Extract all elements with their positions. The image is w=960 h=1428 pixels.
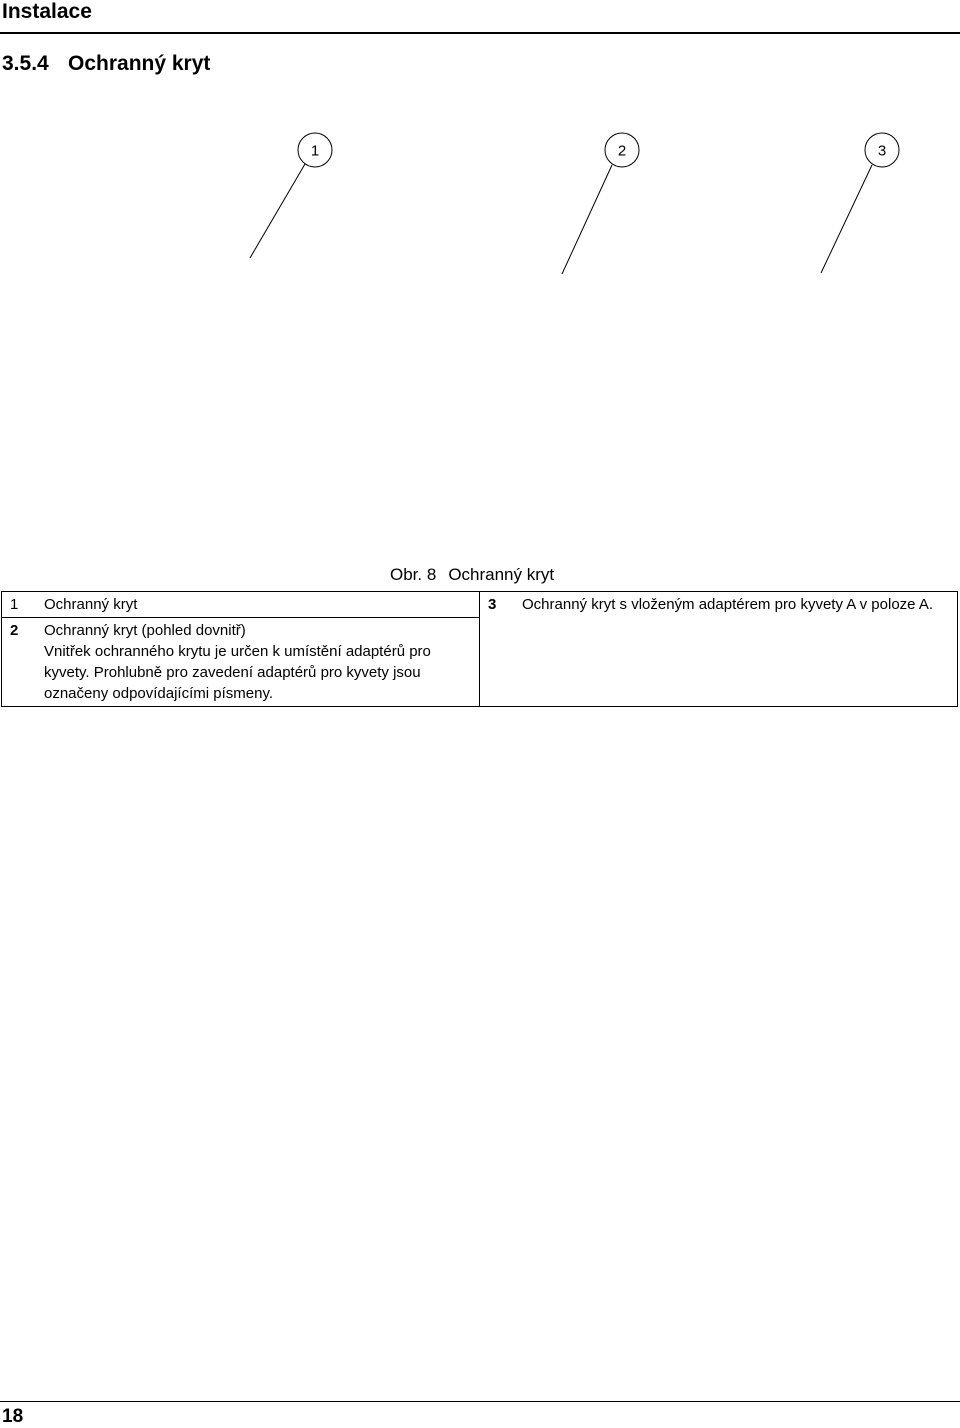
header-divider bbox=[0, 32, 960, 34]
legend-item-2 bbox=[10, 620, 479, 704]
callout-1 bbox=[250, 133, 332, 258]
legend-item-3-number: 3 bbox=[488, 596, 497, 613]
section-title: Ochranný kryt bbox=[68, 52, 211, 75]
page-header-title: Instalace bbox=[2, 0, 92, 23]
legend-left-cell bbox=[2, 592, 480, 618]
legend-item-1 bbox=[10, 594, 479, 615]
legend-item-2-text: Ochranný kryt (pohled dovnitř) bbox=[44, 622, 246, 639]
callout-3-label: 3 bbox=[877, 142, 887, 160]
legend-item-1-text: Ochranný kryt bbox=[44, 596, 138, 613]
figure-caption bbox=[390, 564, 554, 586]
legend-item-1-number: 1 bbox=[10, 596, 19, 613]
legend-item-2-number: 2 bbox=[10, 622, 19, 639]
figure-caption-text: Ochranný kryt bbox=[448, 565, 555, 584]
figure-caption-number: Obr. 8 bbox=[390, 565, 437, 584]
callout-1-leader bbox=[250, 164, 305, 258]
legend-row bbox=[2, 592, 958, 618]
page-number: 18 bbox=[2, 1406, 24, 1427]
protective-cover-figure bbox=[0, 120, 960, 280]
callout-2 bbox=[562, 133, 639, 274]
legend-item-3-text: Ochranný kryt s vloženým adaptérem pro kyvety A v poloze A. bbox=[522, 596, 934, 613]
callout-2-label: 2 bbox=[617, 142, 627, 160]
callout-3 bbox=[821, 133, 899, 273]
section-number: 3.5.4 bbox=[2, 52, 49, 75]
callout-2-leader bbox=[562, 165, 612, 274]
legend-item-3 bbox=[488, 594, 957, 615]
footer-divider bbox=[0, 1401, 960, 1402]
legend-item-2-body bbox=[44, 620, 479, 704]
legend-item-2-detail: Vnitřek ochranného krytu je určen k umístění adaptérů pro kyvety. Prohlubně pro zavedení adaptérů pro kyvety jsou označeny odpovídajícími písmeny. bbox=[44, 643, 431, 702]
legend-right-cell bbox=[480, 592, 958, 707]
callout-1-label: 1 bbox=[310, 142, 320, 160]
legend-left-cell-2 bbox=[2, 618, 480, 707]
figure-legend-table bbox=[1, 591, 958, 707]
section-heading bbox=[2, 50, 210, 78]
callout-3-leader bbox=[821, 165, 872, 273]
